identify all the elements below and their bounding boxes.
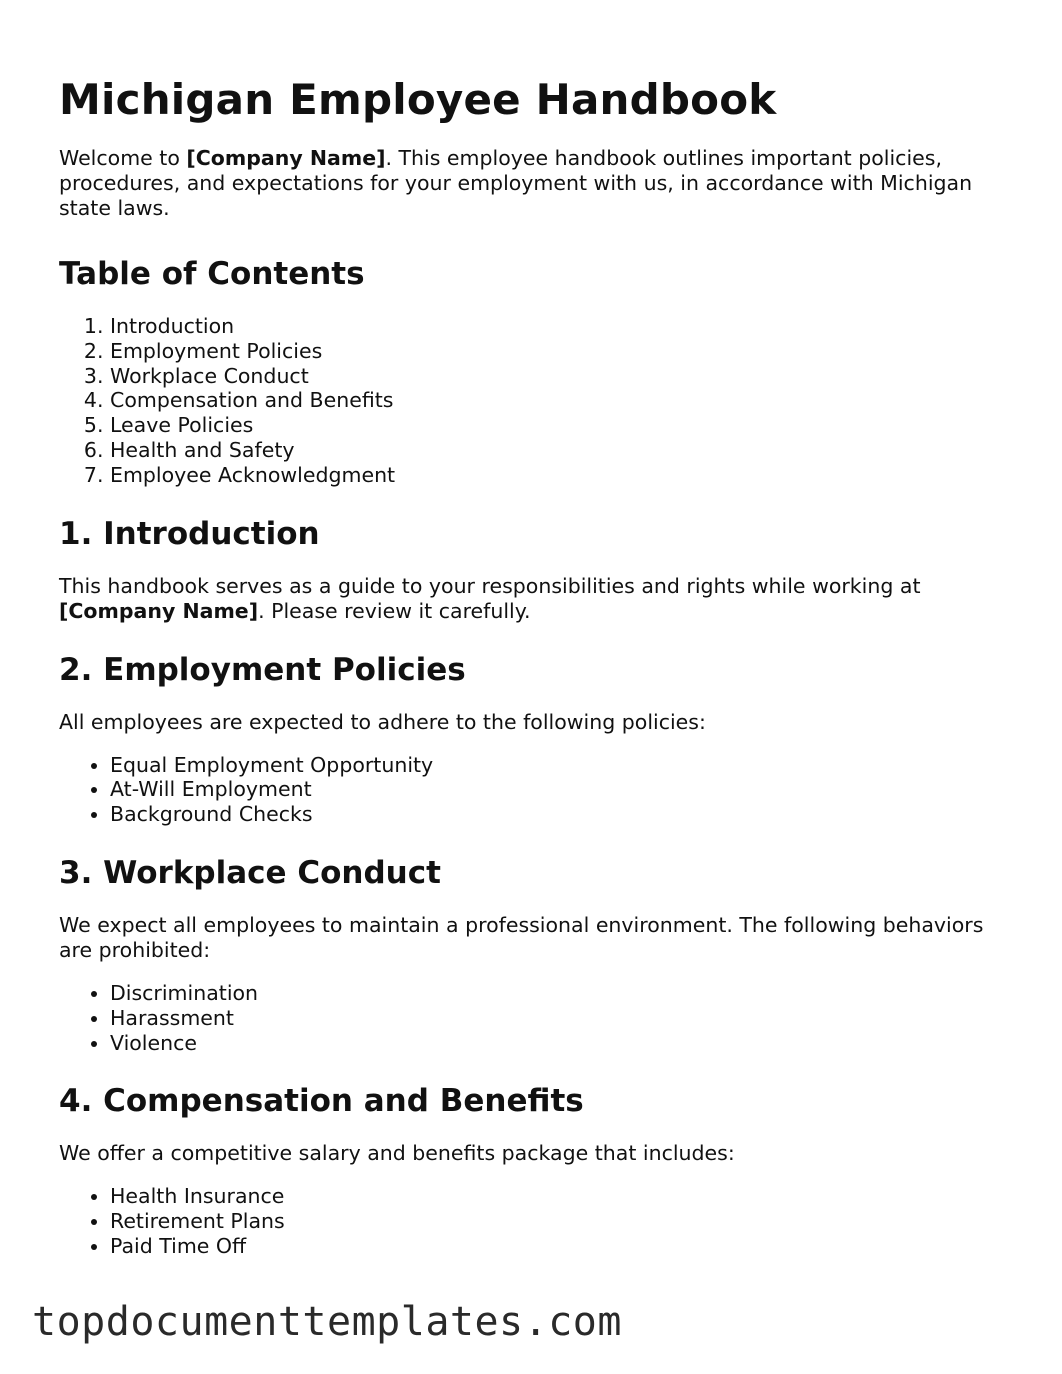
intro-text-after: . This employee handbook outlines important policies, procedures, and expectations for your employment with us, in accordance with Michigan state laws.: [59, 146, 973, 220]
site-watermark: topdocumenttemplates.com: [32, 1299, 622, 1345]
workplace-conduct-paragraph: We expect all employees to maintain a professional environment. The following behaviors are prohibited:: [59, 912, 984, 962]
introduction-paragraph: [59, 574, 1009, 624]
page-title: Michigan Employee Handbook: [59, 75, 777, 124]
compensation-benefits-list: [59, 1184, 1009, 1258]
company-name-placeholder: [Company Name]: [186, 146, 386, 170]
intro-paragraph: [59, 146, 1009, 221]
list-item: • Equal Employment Opportunity: [110, 753, 1009, 778]
toc-item-workplace-conduct: 3. Workplace Conduct: [110, 364, 1009, 389]
list-item: • Background Checks: [110, 802, 1009, 827]
list-item: • Harassment: [110, 1006, 1009, 1031]
toc-item-employee-acknowledgment: 7. Employee Acknowledgment: [110, 463, 1009, 488]
intro-text-before: Welcome to: [59, 146, 187, 170]
toc-item-introduction: 1. Introduction: [110, 314, 1009, 339]
section-heading-workplace-conduct: 3. Workplace Conduct: [59, 854, 441, 891]
toc-item-employment-policies: 2. Employment Policies: [110, 339, 1009, 364]
list-item: • Paid Time Off: [110, 1234, 1009, 1259]
document-page: [59, 70, 1009, 1283]
employment-policies-paragraph: All employees are expected to adhere to the following policies:: [59, 709, 706, 734]
section-heading-introduction: 1. Introduction: [59, 515, 320, 552]
toc-item-health-safety: 6. Health and Safety: [110, 438, 1009, 463]
introduction-text-after: . Please review it carefully.: [258, 598, 531, 623]
toc-list: [59, 314, 1009, 488]
toc-item-compensation-benefits: 4. Compensation and Benefits: [110, 388, 1009, 413]
toc-heading: Table of Contents: [59, 256, 365, 292]
workplace-conduct-list: [59, 981, 1009, 1055]
list-item: • Discrimination: [110, 981, 1009, 1006]
section-heading-compensation-benefits: 4. Compensation and Benefits: [59, 1083, 584, 1120]
list-item: • At-Will Employment: [110, 777, 1009, 802]
section-heading-employment-policies: 2. Employment Policies: [59, 651, 466, 688]
company-name-placeholder: [Company Name]: [59, 598, 259, 623]
employment-policies-list: [59, 753, 1009, 827]
compensation-benefits-paragraph: We offer a competitive salary and benefits package that includes:: [59, 1141, 735, 1166]
list-item: • Retirement Plans: [110, 1209, 1009, 1234]
list-item: • Violence: [110, 1031, 1009, 1056]
toc-item-leave-policies: 5. Leave Policies: [110, 413, 1009, 438]
introduction-text-before: This handbook serves as a guide to your responsibilities and rights while working at: [59, 573, 921, 598]
list-item: • Health Insurance: [110, 1184, 1009, 1209]
